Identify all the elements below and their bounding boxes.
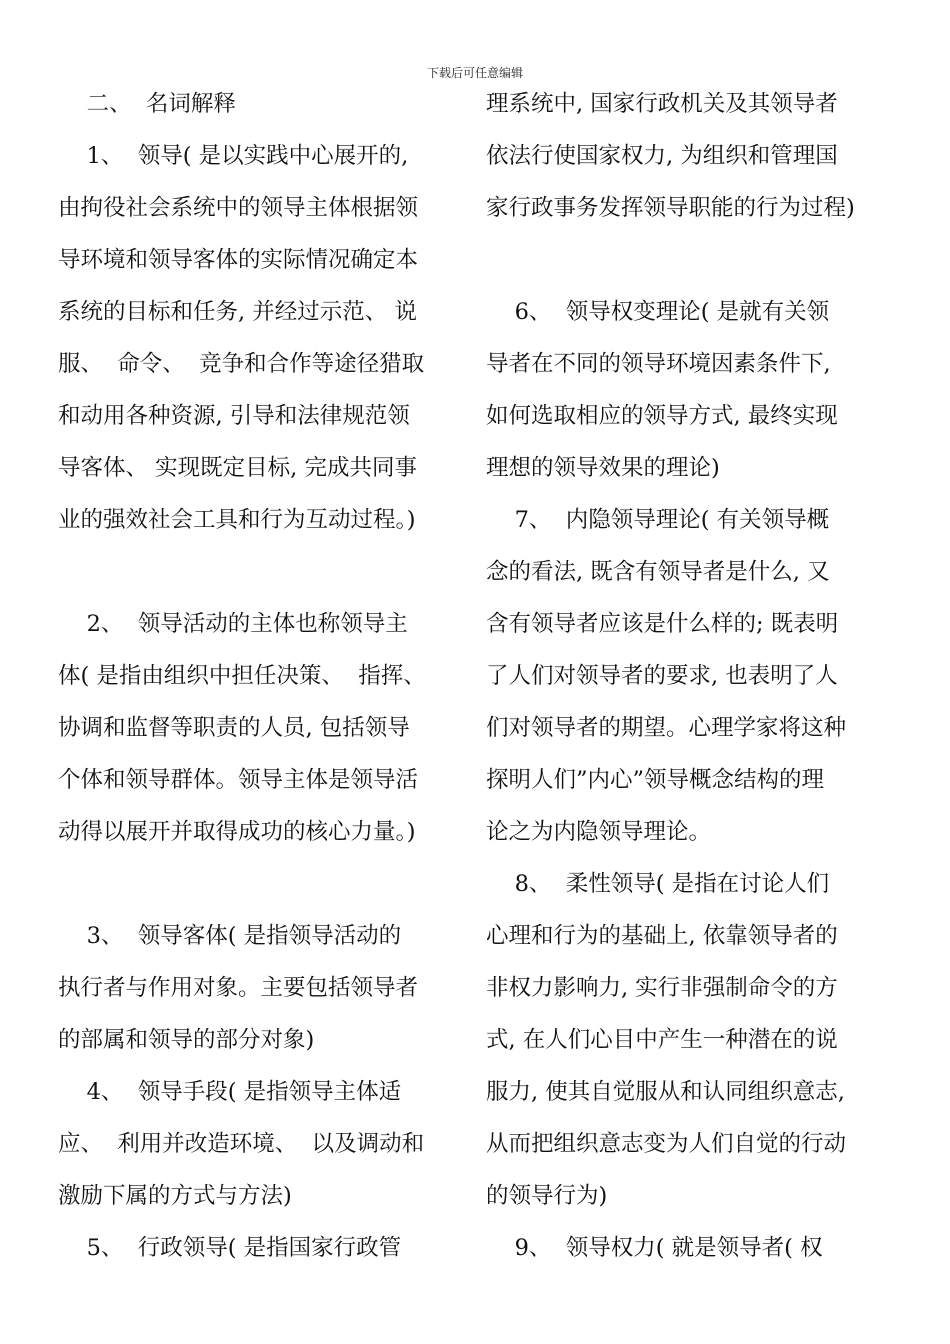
text-line: 导环境和领导客体的实际情况确定本 (58, 247, 419, 273)
header-note: 下载后可任意编辑 (426, 66, 523, 80)
text-line: 和动用各种资源, 引导和法律规范领 (58, 403, 410, 429)
text-line: 导者在不同的领导环境因素条件下, (486, 351, 831, 377)
text-line: 非权力影响力, 实行非强制命令的方 (486, 975, 838, 1001)
text-line: 念的看法, 既含有领导者是什么, 又 (486, 559, 830, 585)
text-line: 从而把组织意志变为人们自觉的行动 (486, 1131, 847, 1157)
text-line: 们对领导者的期望。心理学家将这种 (486, 715, 847, 741)
text-line: 系统的目标和任务, 并经过示范、 说 (58, 299, 417, 325)
text-line: 家行政事务发挥领导职能的行为过程) (486, 195, 855, 221)
text-line: 2、 领导活动的主体也称领导主 (58, 611, 408, 637)
text-line: 心理和行为的基础上, 依靠领导者的 (486, 923, 838, 949)
text-line: 4、 领导手段( 是指领导主体适 (58, 1079, 402, 1105)
text-line: 执行者与作用对象。主要包括领导者 (58, 975, 419, 1001)
text-line: 5、 行政领导( 是指国家行政管 (58, 1235, 402, 1261)
text-line (58, 858, 458, 910)
text-line: 激励下属的方式与方法) (58, 1183, 292, 1209)
text-line (58, 546, 458, 598)
text-line: 7、 内隐领导理论( 有关领导概 (486, 507, 830, 533)
text-line: 8、 柔性领导( 是指在讨论人们 (486, 871, 830, 897)
text-line: 依法行使国家权力, 为组织和管理国 (486, 143, 838, 169)
text-line: 论之为内隐领导理论。 (486, 819, 712, 845)
left-column (58, 78, 458, 1274)
text-line: 应、 利用并改造环境、 以及调动和 (58, 1131, 425, 1157)
text-line: 服力, 使其自觉服从和认同组织意志, (486, 1079, 845, 1105)
text-line: 由拘役社会系统中的领导主体根据领 (58, 195, 419, 221)
text-line: 体( 是指由组织中担任决策、 指挥、 (58, 663, 426, 689)
text-line: 导客体、 实现既定目标, 完成共同事 (58, 455, 417, 481)
text-line: 的领导行为) (486, 1183, 608, 1209)
text-line: 9、 领导权力( 就是领导者( 权 (486, 1235, 823, 1261)
text-line: 式, 在人们心目中产生一种潜在的说 (486, 1027, 838, 1053)
text-line: 探明人们”内心”领导概念结构的理 (486, 767, 825, 793)
text-line: 含有领导者应该是什么样的; 既表明 (486, 611, 839, 637)
right-column (486, 78, 886, 1274)
text-line: 服、 命令、 竞争和合作等途径猎取 (58, 351, 425, 377)
text-line: 二、 名词解释 (58, 91, 236, 117)
text-line: 业的强效社会工具和行为互动过程。) (58, 507, 416, 533)
text-line: 动得以展开并取得成功的核心力量。) (58, 819, 416, 845)
text-line: 了人们对领导者的要求, 也表明了人 (486, 663, 838, 689)
text-line: 1、 领导( 是以实践中心展开的, (58, 143, 409, 169)
text-line: 6、 领导权变理论( 是就有关领 (486, 299, 830, 325)
text-line: 如何选取相应的领导方式, 最终实现 (486, 403, 838, 429)
text-line: 的部属和领导的部分对象) (58, 1027, 315, 1053)
text-line: 协调和监督等职责的人员, 包括领导 (58, 715, 410, 741)
text-line: 个体和领导群体。领导主体是领导活 (58, 767, 419, 793)
text-line: 3、 领导客体( 是指领导活动的 (58, 923, 402, 949)
text-line: 理系统中, 国家行政机关及其领导者 (486, 91, 838, 117)
text-line: 理想的领导效果的理论) (486, 455, 720, 481)
text-line (486, 234, 886, 286)
